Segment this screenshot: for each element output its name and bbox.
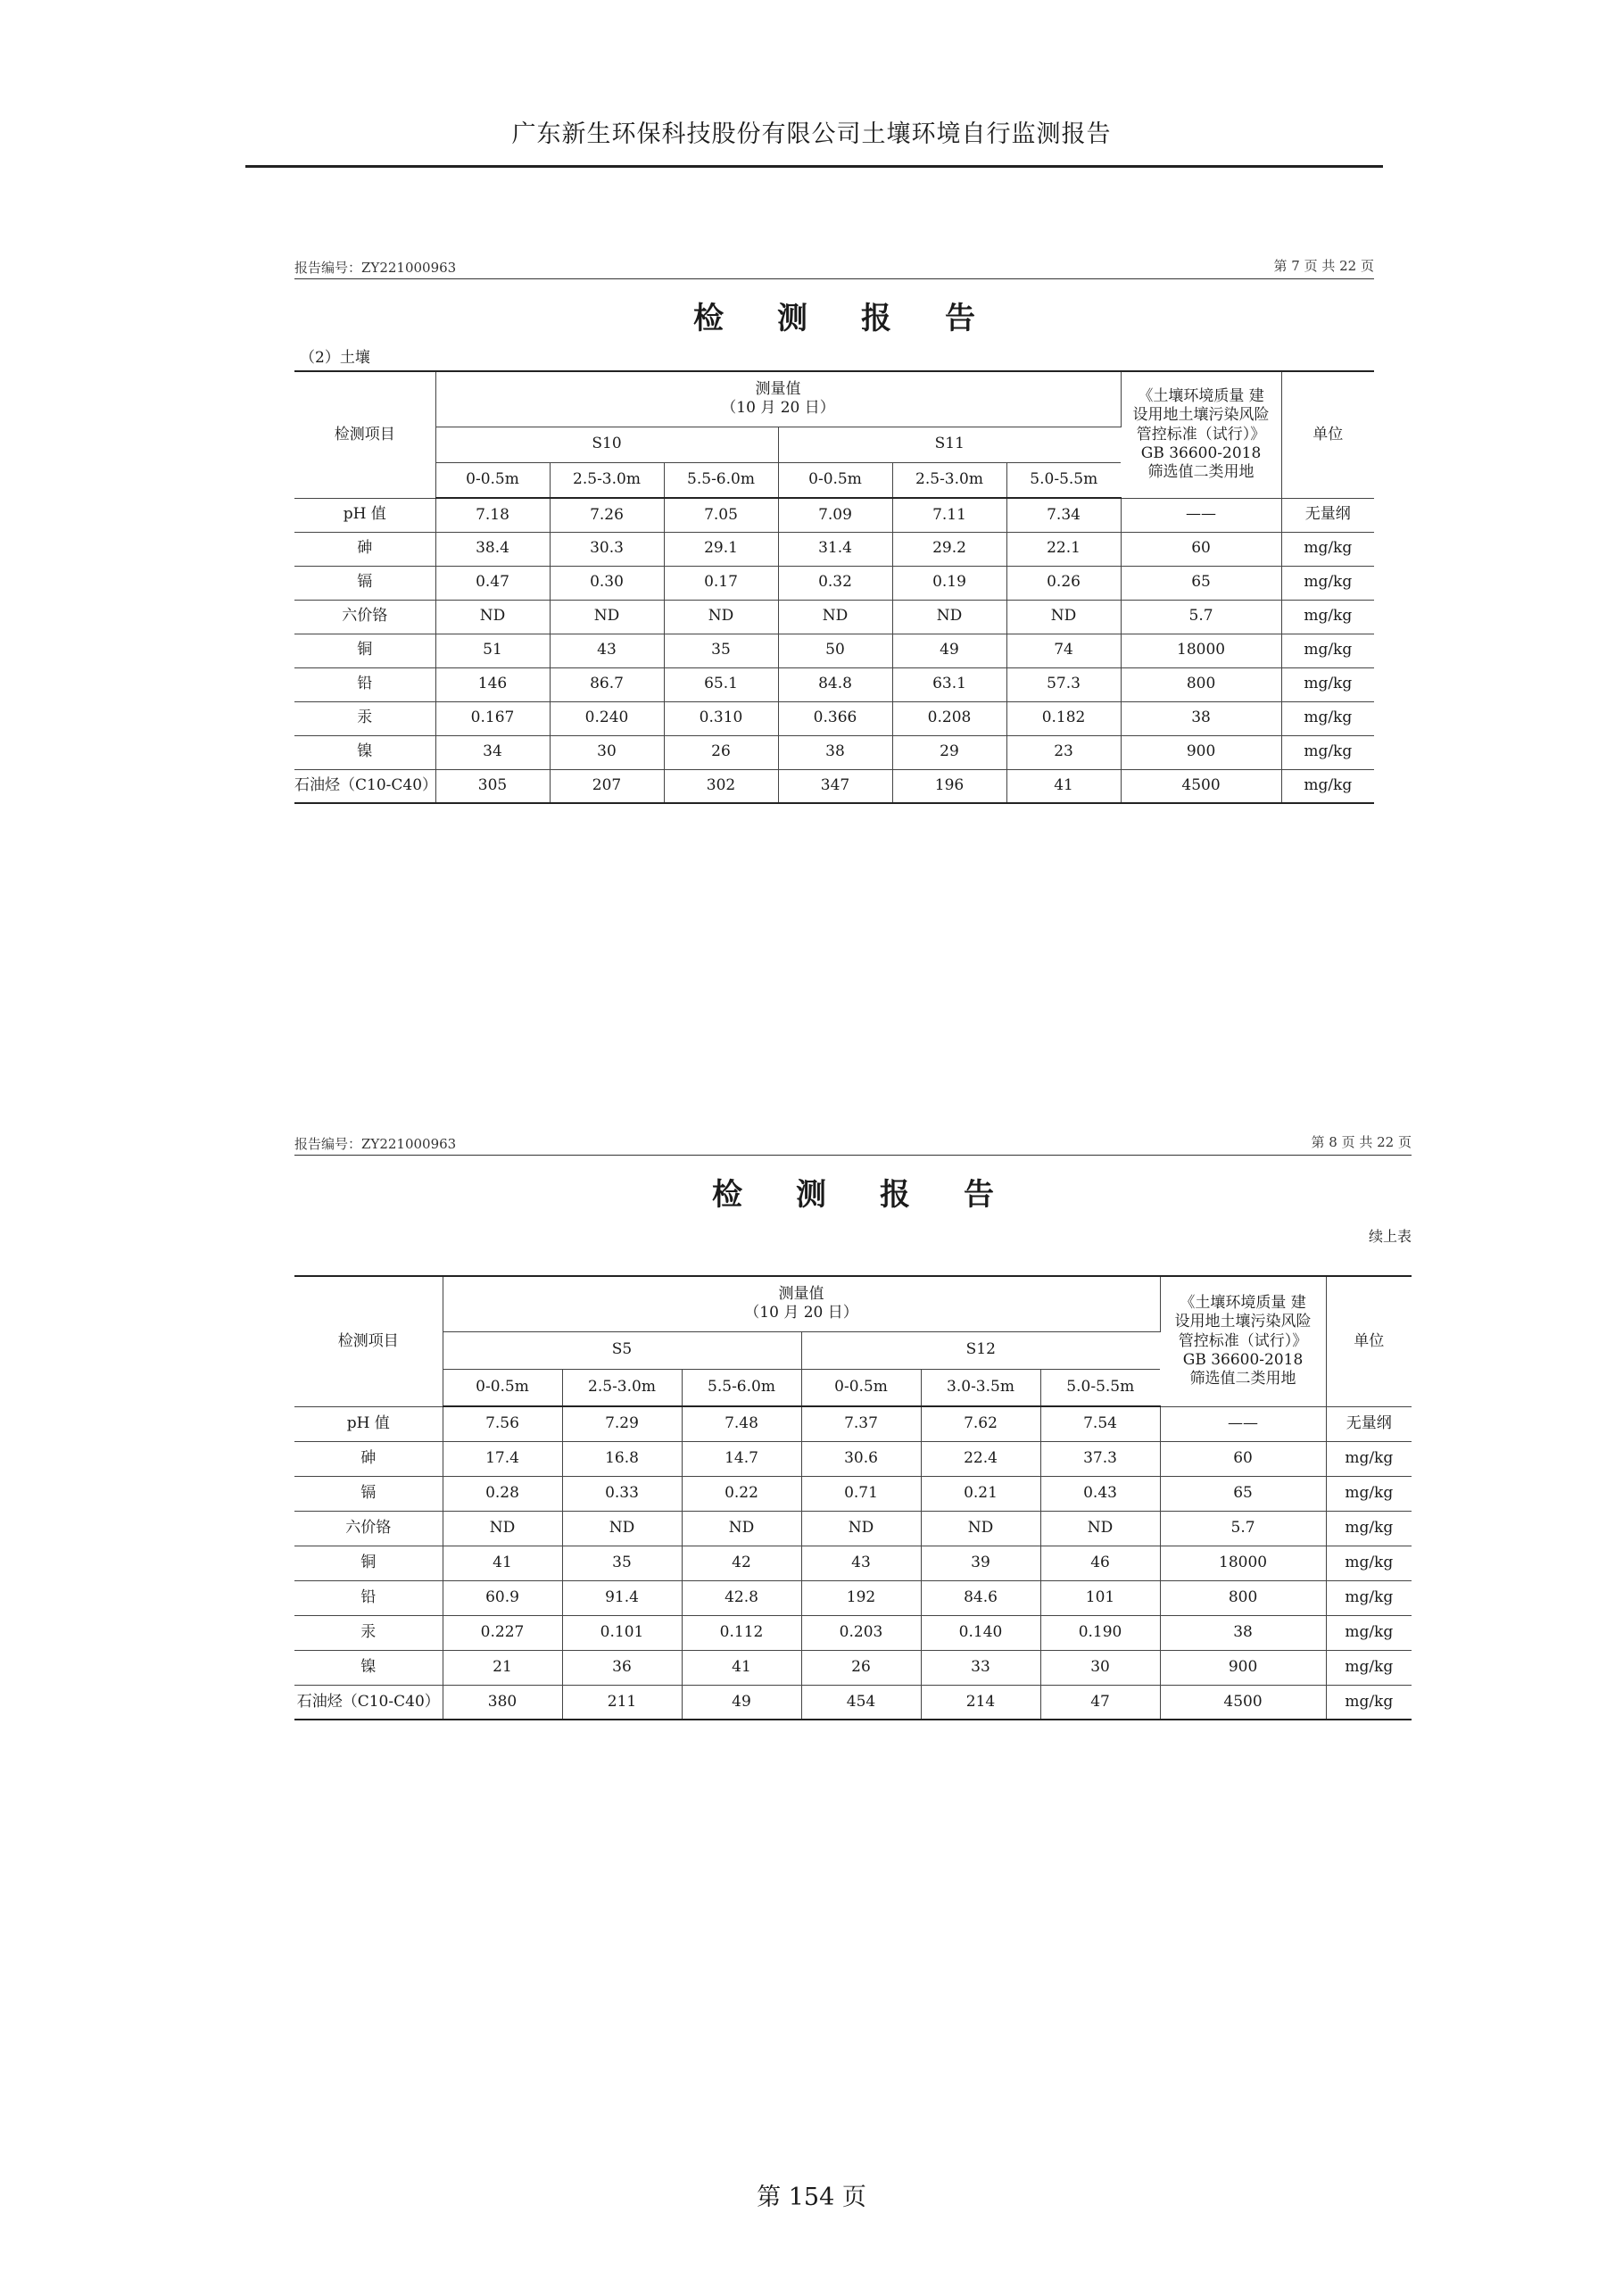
- row-item: 铅: [294, 667, 435, 701]
- row-value: 0.182: [1006, 701, 1121, 735]
- row-value: 0.47: [435, 566, 550, 600]
- report-title: 检测报告: [693, 301, 1029, 336]
- row-item: 石油烃（C10-C40）: [294, 1685, 443, 1720]
- header-unit: 单位: [1281, 371, 1374, 498]
- row-unit: mg/kg: [1281, 667, 1374, 701]
- row-value: 49: [682, 1685, 801, 1720]
- row-value: 0.28: [443, 1476, 562, 1511]
- row-value: 33: [921, 1650, 1040, 1685]
- row-value: 91.4: [562, 1580, 682, 1615]
- row-value: 305: [435, 769, 550, 803]
- row-value: 196: [892, 769, 1006, 803]
- row-value: 0.17: [664, 566, 778, 600]
- depth: 0-0.5m: [801, 1369, 921, 1406]
- row-value: 0.30: [550, 566, 664, 600]
- table-row: [294, 600, 1374, 634]
- report-page-7: [294, 253, 1374, 804]
- row-value: 0.19: [892, 566, 1006, 600]
- row-value: 211: [562, 1685, 682, 1720]
- row-value: ND: [1006, 600, 1121, 634]
- report-meta: [294, 253, 1374, 278]
- row-value: 7.37: [801, 1406, 921, 1441]
- row-standard: 800: [1121, 667, 1281, 701]
- standard-line: 管控标准（试行）》: [1136, 425, 1266, 443]
- document-header: 广东新生环保科技股份有限公司土壤环境自行监测报告: [511, 120, 1112, 148]
- standard-line: GB 36600-2018: [1182, 1350, 1304, 1369]
- row-value: 65.1: [664, 667, 778, 701]
- site-a: S5: [443, 1331, 801, 1369]
- row-value: 37.3: [1040, 1441, 1160, 1476]
- row-value: 7.18: [435, 498, 550, 532]
- depth: 2.5-3.0m: [550, 462, 664, 498]
- row-value: 46: [1040, 1546, 1160, 1580]
- table-row: [294, 1685, 1412, 1720]
- row-value: 57.3: [1006, 667, 1121, 701]
- row-standard: 5.7: [1121, 600, 1281, 634]
- row-unit: 无量纲: [1281, 498, 1374, 532]
- row-value: 7.48: [682, 1406, 801, 1441]
- row-item: 砷: [294, 1441, 443, 1476]
- depth: 0-0.5m: [778, 462, 892, 498]
- row-value: 29.2: [892, 532, 1006, 566]
- row-value: 0.203: [801, 1615, 921, 1650]
- table-row: [294, 566, 1374, 600]
- row-unit: mg/kg: [1281, 769, 1374, 803]
- row-item: 铅: [294, 1580, 443, 1615]
- table-body: [294, 1406, 1412, 1720]
- row-value: ND: [682, 1511, 801, 1546]
- row-standard: 900: [1121, 735, 1281, 769]
- standard-line: 设用地土壤污染风险: [1132, 406, 1270, 425]
- row-value: 26: [801, 1650, 921, 1685]
- row-value: 38: [778, 735, 892, 769]
- row-value: 29: [892, 735, 1006, 769]
- sub-row: [294, 340, 1374, 370]
- row-value: 454: [801, 1685, 921, 1720]
- page-footer: 第 154 页: [757, 2184, 866, 2211]
- standard-line: 管控标准（试行）》: [1178, 1331, 1308, 1350]
- row-value: 17.4: [443, 1441, 562, 1476]
- row-unit: mg/kg: [1326, 1615, 1412, 1650]
- row-item: 六价铬: [294, 600, 435, 634]
- row-item: 镉: [294, 566, 435, 600]
- row-item: 镉: [294, 1476, 443, 1511]
- row-value: 35: [562, 1546, 682, 1580]
- row-value: 36: [562, 1650, 682, 1685]
- row-value: 74: [1006, 634, 1121, 667]
- report-number: 报告编号：ZY221000963: [294, 1136, 457, 1152]
- row-value: 34: [435, 735, 550, 769]
- row-value: 0.240: [550, 701, 664, 735]
- row-value: 38.4: [435, 532, 550, 566]
- table-row: [294, 701, 1374, 735]
- row-standard: 800: [1160, 1580, 1326, 1615]
- row-value: 7.09: [778, 498, 892, 532]
- row-standard: 38: [1121, 701, 1281, 735]
- row-value: ND: [778, 600, 892, 634]
- row-standard: ——: [1160, 1406, 1326, 1441]
- row-standard: 60: [1121, 532, 1281, 566]
- row-unit: mg/kg: [1326, 1441, 1412, 1476]
- row-value: ND: [921, 1511, 1040, 1546]
- report-page-8: [294, 1130, 1412, 1720]
- row-standard: 38: [1160, 1615, 1326, 1650]
- row-item: 石油烃（C10-C40）: [294, 769, 435, 803]
- row-standard: 4500: [1121, 769, 1281, 803]
- row-value: 7.34: [1006, 498, 1121, 532]
- row-value: 7.29: [562, 1406, 682, 1441]
- report-meta: [294, 1130, 1412, 1155]
- row-value: 7.54: [1040, 1406, 1160, 1441]
- row-value: 146: [435, 667, 550, 701]
- header-measured: [435, 371, 1121, 427]
- table-row: [294, 532, 1374, 566]
- row-value: 21: [443, 1650, 562, 1685]
- header-measured-label: 测量值: [755, 380, 801, 398]
- row-value: 41: [1006, 769, 1121, 803]
- header-standard: [1160, 1276, 1326, 1406]
- table-body: [294, 498, 1374, 803]
- header-measured-label: 测量值: [778, 1285, 824, 1303]
- row-item: 汞: [294, 701, 435, 735]
- row-standard: 18000: [1160, 1546, 1326, 1580]
- row-item: pH 值: [294, 498, 435, 532]
- table-row: [294, 735, 1374, 769]
- row-item: 镍: [294, 735, 435, 769]
- row-value: 0.43: [1040, 1476, 1160, 1511]
- row-value: 22.4: [921, 1441, 1040, 1476]
- row-value: 347: [778, 769, 892, 803]
- continued-label: 续上表: [1368, 1228, 1412, 1245]
- row-item: pH 值: [294, 1406, 443, 1441]
- row-item: 汞: [294, 1615, 443, 1650]
- row-value: 192: [801, 1580, 921, 1615]
- row-unit: mg/kg: [1281, 532, 1374, 566]
- row-item: 铜: [294, 1546, 443, 1580]
- row-unit: mg/kg: [1281, 735, 1374, 769]
- row-value: ND: [801, 1511, 921, 1546]
- row-value: 7.56: [443, 1406, 562, 1441]
- row-value: 380: [443, 1685, 562, 1720]
- row-value: ND: [550, 600, 664, 634]
- table-row: [294, 498, 1374, 532]
- row-unit: mg/kg: [1326, 1580, 1412, 1615]
- depth: 0-0.5m: [435, 462, 550, 498]
- row-value: ND: [562, 1511, 682, 1546]
- row-value: 29.1: [664, 532, 778, 566]
- header-item: 检测项目: [294, 1276, 443, 1406]
- row-standard: ——: [1121, 498, 1281, 532]
- soil-results-table: [294, 1275, 1412, 1720]
- table-row: [294, 1650, 1412, 1685]
- report-page-number: 第 7 页 共 22 页: [1273, 258, 1374, 274]
- standard-line: GB 36600-2018: [1140, 443, 1262, 462]
- row-standard: 900: [1160, 1650, 1326, 1685]
- row-value: 0.21: [921, 1476, 1040, 1511]
- row-unit: mg/kg: [1281, 634, 1374, 667]
- row-value: 14.7: [682, 1441, 801, 1476]
- row-value: 101: [1040, 1580, 1160, 1615]
- row-unit: mg/kg: [1326, 1511, 1412, 1546]
- row-value: 0.33: [562, 1476, 682, 1511]
- row-unit: mg/kg: [1326, 1476, 1412, 1511]
- table-row: [294, 667, 1374, 701]
- row-value: 86.7: [550, 667, 664, 701]
- row-unit: mg/kg: [1281, 566, 1374, 600]
- row-value: 84.6: [921, 1580, 1040, 1615]
- row-value: 31.4: [778, 532, 892, 566]
- row-value: 7.62: [921, 1406, 1040, 1441]
- table-row: [294, 1476, 1412, 1511]
- section-label: （2）土壤: [300, 349, 370, 367]
- row-value: 30: [550, 735, 664, 769]
- table-row: [294, 1406, 1412, 1441]
- row-standard: 60: [1160, 1441, 1326, 1476]
- meta-rule: [294, 1155, 1412, 1156]
- row-item: 镍: [294, 1650, 443, 1685]
- row-value: 0.310: [664, 701, 778, 735]
- row-value: 84.8: [778, 667, 892, 701]
- row-value: 0.227: [443, 1615, 562, 1650]
- report-title: 检测报告: [712, 1177, 1047, 1213]
- header-date: （10 月 20 日）: [744, 1304, 858, 1322]
- row-value: 0.101: [562, 1615, 682, 1650]
- row-value: 60.9: [443, 1580, 562, 1615]
- site-a: S10: [435, 427, 778, 462]
- row-standard: 5.7: [1160, 1511, 1326, 1546]
- table-row: [294, 1580, 1412, 1615]
- site-b: S11: [778, 427, 1121, 462]
- row-value: 30.3: [550, 532, 664, 566]
- depth: 2.5-3.0m: [892, 462, 1006, 498]
- standard-line: 筛选值二类用地: [1147, 463, 1255, 482]
- row-value: 0.112: [682, 1615, 801, 1650]
- table-row: [294, 1441, 1412, 1476]
- row-value: 207: [550, 769, 664, 803]
- row-value: 0.366: [778, 701, 892, 735]
- row-value: 23: [1006, 735, 1121, 769]
- row-unit: mg/kg: [1281, 701, 1374, 735]
- row-value: 302: [664, 769, 778, 803]
- row-value: 26: [664, 735, 778, 769]
- table-row: [294, 1615, 1412, 1650]
- header-rule: [245, 165, 1383, 168]
- row-unit: mg/kg: [1281, 600, 1374, 634]
- row-value: 47: [1040, 1685, 1160, 1720]
- row-value: 41: [443, 1546, 562, 1580]
- row-value: 214: [921, 1685, 1040, 1720]
- row-standard: 65: [1121, 566, 1281, 600]
- row-value: 0.26: [1006, 566, 1121, 600]
- row-item: 铜: [294, 634, 435, 667]
- row-value: 43: [550, 634, 664, 667]
- depth: 3.0-3.5m: [921, 1369, 1040, 1406]
- row-value: ND: [1040, 1511, 1160, 1546]
- row-value: 30: [1040, 1650, 1160, 1685]
- row-unit: mg/kg: [1326, 1650, 1412, 1685]
- row-value: 7.05: [664, 498, 778, 532]
- row-value: 51: [435, 634, 550, 667]
- sub-row: [294, 1216, 1412, 1275]
- row-value: 0.71: [801, 1476, 921, 1511]
- row-standard: 18000: [1121, 634, 1281, 667]
- row-item: 砷: [294, 532, 435, 566]
- depth: 5.0-5.5m: [1006, 462, 1121, 498]
- standard-line: 筛选值二类用地: [1189, 1370, 1296, 1388]
- row-value: 42: [682, 1546, 801, 1580]
- standard-line: 《土壤环境质量 建: [1180, 1294, 1306, 1313]
- header-date: （10 月 20 日）: [721, 399, 835, 418]
- header-item: 检测项目: [294, 371, 435, 498]
- row-value: 0.190: [1040, 1615, 1160, 1650]
- header-standard: [1121, 371, 1281, 498]
- row-value: 43: [801, 1546, 921, 1580]
- meta-rule: [294, 278, 1374, 279]
- row-value: 63.1: [892, 667, 1006, 701]
- table-row: [294, 1511, 1412, 1546]
- row-value: 30.6: [801, 1441, 921, 1476]
- standard-line: 设用地土壤污染风险: [1174, 1313, 1312, 1331]
- row-unit: mg/kg: [1326, 1546, 1412, 1580]
- row-value: 16.8: [562, 1441, 682, 1476]
- row-value: 0.32: [778, 566, 892, 600]
- row-value: ND: [664, 600, 778, 634]
- row-value: 22.1: [1006, 532, 1121, 566]
- site-b: S12: [801, 1331, 1160, 1369]
- row-value: 7.26: [550, 498, 664, 532]
- row-value: 39: [921, 1546, 1040, 1580]
- row-value: 0.167: [435, 701, 550, 735]
- standard-line: 《土壤环境质量 建: [1138, 387, 1264, 406]
- row-value: 7.11: [892, 498, 1006, 532]
- row-standard: 65: [1160, 1476, 1326, 1511]
- depth: 5.5-6.0m: [682, 1369, 801, 1406]
- row-value: 0.140: [921, 1615, 1040, 1650]
- row-value: ND: [892, 600, 1006, 634]
- report-number: 报告编号：ZY221000963: [294, 260, 457, 276]
- row-unit: 无量纲: [1326, 1406, 1412, 1441]
- row-value: 41: [682, 1650, 801, 1685]
- soil-results-table: [294, 370, 1374, 804]
- row-unit: mg/kg: [1326, 1685, 1412, 1720]
- row-value: ND: [443, 1511, 562, 1546]
- depth: 0-0.5m: [443, 1369, 562, 1406]
- header-unit: 单位: [1326, 1276, 1412, 1406]
- row-item: 六价铬: [294, 1511, 443, 1546]
- row-value: 50: [778, 634, 892, 667]
- table-row: [294, 1546, 1412, 1580]
- table-row: [294, 634, 1374, 667]
- row-value: 42.8: [682, 1580, 801, 1615]
- row-standard: 4500: [1160, 1685, 1326, 1720]
- row-value: 35: [664, 634, 778, 667]
- row-value: 0.208: [892, 701, 1006, 735]
- table-row: [294, 769, 1374, 803]
- row-value: 49: [892, 634, 1006, 667]
- row-value: ND: [435, 600, 550, 634]
- row-value: 0.22: [682, 1476, 801, 1511]
- depth: 5.0-5.5m: [1040, 1369, 1160, 1406]
- report-page-number: 第 8 页 共 22 页: [1311, 1134, 1412, 1150]
- depth: 5.5-6.0m: [664, 462, 778, 498]
- depth: 2.5-3.0m: [562, 1369, 682, 1406]
- header-measured: [443, 1276, 1160, 1331]
